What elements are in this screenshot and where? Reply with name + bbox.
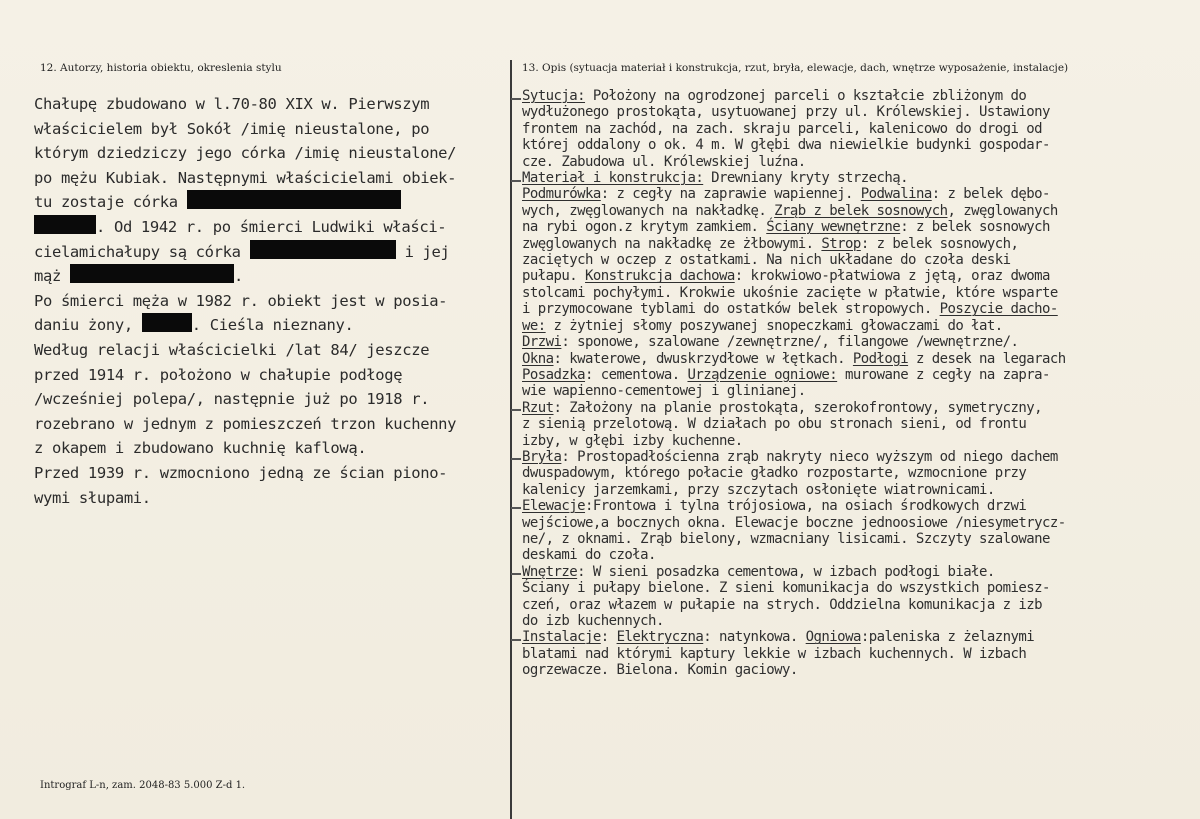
label-okna: Okna — [522, 350, 554, 367]
section-12-header: 12. Autorzy, historia obiektu, okreslenia stylu — [40, 62, 282, 74]
history-line: wymi słupami. — [34, 488, 151, 507]
desc-text: frontem na zachód, na zach. skraju parceli, kalenicowo do drogi od — [522, 120, 1042, 137]
description-text — [522, 88, 1198, 679]
column-divider — [510, 60, 512, 819]
label-elektryczna: Elektryczna — [616, 629, 704, 646]
desc-text: : z belek sosnowych — [900, 219, 1050, 236]
desc-text: : cementowa. — [585, 366, 688, 383]
label-urzadzenie: Urządzenie ogniowe: — [687, 366, 838, 383]
desc-text: stolcami pochyłymi. Krokwie ukośnie zacięte w płatwie, które wsparte — [522, 284, 1058, 301]
section-marker — [511, 507, 521, 509]
desc-text: blatami nad którymi kaptury lekkie w izbach kuchennych. W izbach — [522, 645, 1027, 662]
desc-text: Ściany i pułapy bielone. Z sieni komunikacja do wszystkich pomiesz- — [522, 580, 1050, 597]
desc-text: której oddalony o ok. 4 m. W głębi dwa niewielkie budynki gospodar- — [522, 137, 1050, 154]
label-konstrukcja: Konstrukcja dachowa — [585, 268, 735, 285]
section-marker — [511, 573, 521, 575]
desc-text: wych, zwęglowanych na nakładkę. — [522, 202, 775, 219]
label-podmurowka: Podmurówka — [522, 186, 601, 203]
redaction-bar — [70, 264, 234, 283]
desc-text: : kwaterowe, dwuskrzydłowe w łętkach. — [553, 350, 853, 367]
history-line: cielamichałupy są córka — [34, 242, 241, 261]
history-line: /wcześniej polepa/, następnie już po 1918 r. — [34, 390, 430, 409]
history-line: . Od 1942 r. po śmierci Ludwiki właści- — [96, 217, 447, 236]
history-line: Przed 1939 r. wzmocniono jedną ze ścian piono- — [34, 463, 448, 482]
history-text — [34, 92, 504, 510]
desc-text: ne/, z oknami. Zrąb bielony, wzmacniany lisicami. Szczyty szalowane — [522, 530, 1050, 547]
label-podwalina: Podwalina — [860, 186, 932, 203]
label-posadzka: Posadzka — [522, 366, 586, 383]
label-zrab: Zrąb z belek sosnowych — [774, 202, 948, 219]
desc-text: : — [600, 629, 617, 646]
desc-text: deskami do czoła. — [522, 547, 656, 564]
history-line: z okapem i zbudowano kuchnię kaflową. — [34, 439, 367, 458]
label-sciany: Ściany wewnętrzne — [766, 219, 901, 236]
history-line: właścicielem był Sokół /imię nieustalone, po — [34, 119, 430, 138]
desc-text: :Frontowa i tylna trójosiowa, na osiach środkowych drzwi — [585, 498, 1027, 515]
desc-text: :paleniska z żelaznymi — [860, 629, 1035, 646]
desc-text: : W sieni posadzka cementowa, w izbach podłogi białe. — [577, 563, 995, 580]
history-line: Chałupę zbudowano w l.70-80 XIX w. Pierwszym — [34, 95, 430, 113]
desc-text: czeń, oraz włazem w pułapie na strych. Oddzielna komunikacja z izb — [522, 596, 1042, 613]
desc-text: z sienią przelotową. W działach po obu stronach sieni, od frontu — [522, 416, 1027, 433]
desc-text: : z belek sosnowych, — [860, 235, 1019, 252]
history-line: rozebrano w jednym z pomieszczeń trzon kuchenny — [34, 414, 457, 433]
label-podlogi: Podłogi — [852, 350, 909, 367]
redaction-bar — [250, 240, 396, 259]
desc-text: : z belek dębo- — [931, 186, 1050, 203]
section-marker — [511, 409, 521, 411]
history-line: Po śmierci męża w 1982 r. obiekt jest w posia- — [34, 291, 448, 310]
history-line: przed 1914 r. położono w chałupie podłogę — [34, 365, 403, 384]
label-material: Materiał i konstrukcja: — [522, 170, 704, 187]
label-poszycie: Poszycie dacho- — [939, 301, 1058, 318]
section-marker — [511, 458, 521, 460]
desc-text: i przymocowane tyblami do ostatków belek stropowych. — [522, 301, 940, 318]
label-instalacje: Instalacje — [522, 629, 601, 646]
desc-text: z desek na legarach — [908, 350, 1066, 367]
desc-text: : z cegły na zaprawie wapiennej. — [600, 186, 861, 203]
desc-text: cze. Zabudowa ul. Królewskiej luźna. — [522, 153, 806, 170]
history-line: . — [233, 267, 243, 286]
desc-text: kalenicy jarzemkami, przy szczytach osłonięte wiatrownicami. — [522, 481, 995, 498]
desc-text: zwęglowanych na nakładkę ze żłbowymi. — [522, 235, 822, 252]
desc-text: zaciętych w oczep z ostatkami. Na nich układane do czoła deski — [522, 252, 1011, 269]
desc-text: ogrzewacze. Bielona. Komin gaciowy. — [522, 662, 798, 679]
desc-text: : natynkowa. — [703, 629, 806, 646]
desc-text: : krokwiowo-płatwiowa z jętą, oraz dwoma — [734, 268, 1050, 285]
history-line: którym dziedziczy jego córka /imię nieustalone/ — [34, 144, 457, 163]
label-wnetrze: Wnętrze — [522, 563, 578, 580]
label-elewacje: Elewacje — [522, 498, 586, 515]
desc-text: dwuspadowym, którego połacie gładko rozpostarte, wzmocnione przy — [522, 465, 1027, 482]
label-drzwi: Drzwi — [522, 334, 562, 351]
label-bryla: Bryła — [522, 448, 562, 465]
redaction-bar — [187, 190, 401, 209]
desc-text: z żytniej słomy poszywanej snopeczkami głowaczami do łat. — [545, 317, 1003, 334]
history-line: . Cieśla nieznany. — [191, 316, 354, 335]
desc-text: wejściowe,a bocznych okna. Elewacje boczne jednoosiowe /niesymetrycz- — [522, 514, 1066, 531]
label-poszycie-cont: we: — [522, 317, 546, 334]
redaction-bar — [34, 215, 96, 234]
label-ogniowa: Ogniowa — [805, 629, 861, 646]
label-sytuacja: Sytucja: — [522, 88, 586, 104]
section-13-header: 13. Opis (sytuacja materiał i konstrukcja, rzut, bryła, elewacje, dach, wnętrze wyposażenie, instalacje) — [522, 62, 1069, 74]
section-marker — [511, 639, 521, 641]
printer-imprint: Intrograf L-n, zam. 2048-83 5.000 Z-d 1. — [40, 780, 246, 791]
redaction-bar — [142, 313, 192, 332]
desc-text: pułapu. — [522, 268, 586, 285]
section-marker — [511, 180, 521, 182]
desc-text: murowane z cegły na zapra- — [837, 366, 1050, 383]
desc-text: na rybi ogon.z krytym zamkiem. — [522, 219, 767, 236]
desc-text: wie wapienno-cementowej i glinianej. — [522, 383, 806, 400]
desc-text: Położony na ogrodzonej parceli o kształcie zbliżonym do — [585, 88, 1027, 104]
desc-text: , zwęglowanych — [947, 202, 1058, 219]
desc-text: wydłużonego prostokąta, usytuowanej przy ul. Królewskiej. Ustawiony — [522, 104, 1050, 121]
history-line: tu zostaje córka — [34, 193, 178, 212]
desc-text: : Prostopadłościenna zrąb nakryty nieco wyższym od niego dachem — [561, 448, 1058, 465]
history-line: mąż — [34, 267, 61, 286]
section-marker — [511, 98, 521, 100]
desc-text: : Założony na planie prostokąta, szerokofrontowy, symetryczny, — [553, 399, 1042, 416]
history-line: Według relacji właścicielki /lat 84/ jeszcze — [34, 340, 430, 359]
history-line: i jej — [404, 242, 450, 261]
history-line: po mężu Kubiak. Następnymi właścicielami obiek- — [34, 168, 457, 187]
desc-text: Drewniany kryty strzechą. — [703, 170, 909, 187]
history-line: daniu żony, — [34, 316, 133, 335]
desc-text: do izb kuchennych. — [522, 613, 664, 629]
label-rzut: Rzut — [522, 399, 554, 416]
desc-text: izby, w głębi izby kuchenne. — [522, 432, 743, 449]
label-strop: Strop — [821, 235, 861, 252]
desc-text: : sponowe, szalowane /zewnętrzne/, filangowe /wewnętrzne/. — [561, 334, 1019, 351]
